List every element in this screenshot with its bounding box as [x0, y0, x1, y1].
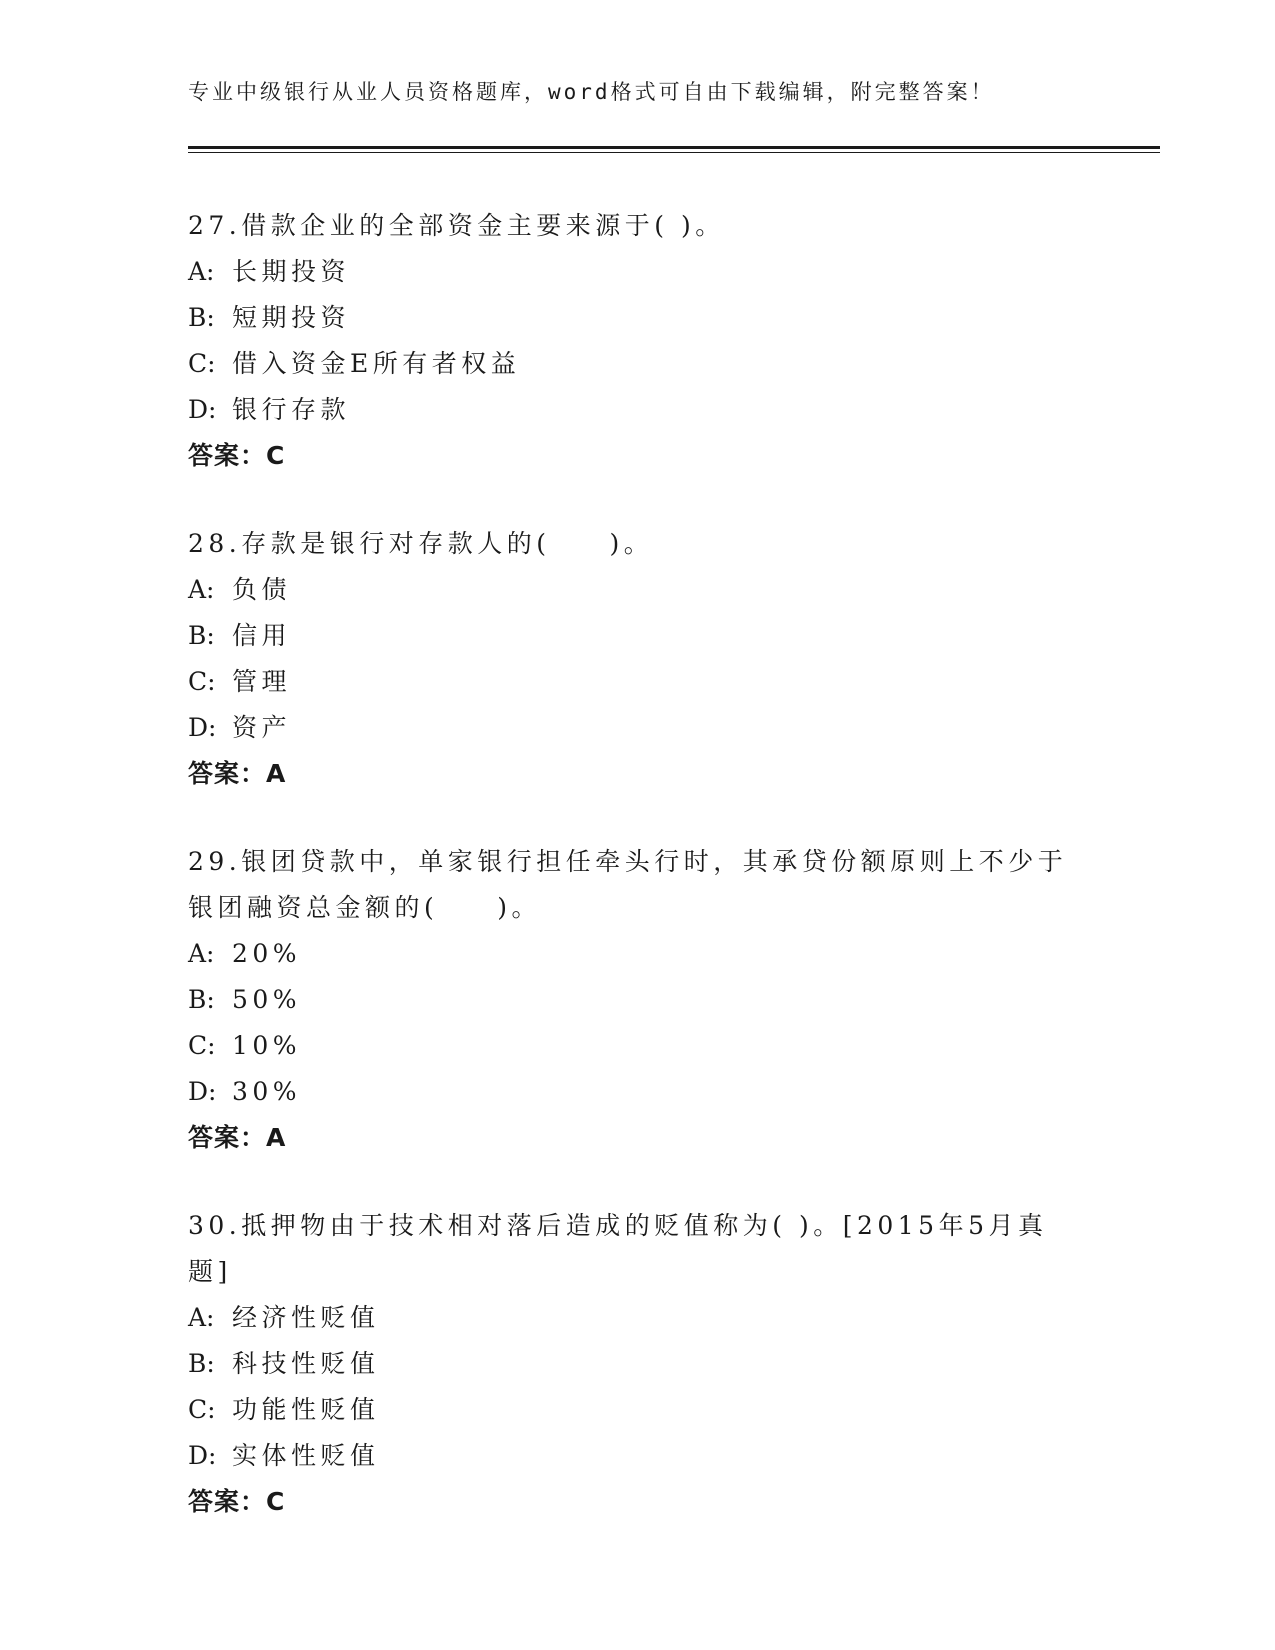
- option-b: [188, 613, 1088, 659]
- option-text: 功能性贬值: [232, 1395, 380, 1424]
- option-c: [188, 659, 1088, 705]
- answer-line: 答案：C: [188, 441, 286, 470]
- option-text: 实体性贬值: [232, 1441, 380, 1470]
- option-letter: A:: [188, 1303, 215, 1332]
- option-b: [188, 1341, 1088, 1387]
- answer-line: 答案：A: [188, 1123, 287, 1152]
- option-letter: D:: [188, 713, 217, 742]
- option-c: [188, 1387, 1088, 1433]
- option-letter: C:: [188, 1395, 216, 1424]
- question-stem: 29.银团贷款中，单家银行担任牵头行时，其承贷份额原则上不少于银团融资总金额的( )。: [188, 847, 1068, 922]
- option-letter: C:: [188, 349, 216, 378]
- option-text: 管理: [232, 667, 292, 696]
- option-text: 50%: [232, 985, 302, 1014]
- option-c: [188, 1023, 1088, 1069]
- option-letter: D:: [188, 1441, 217, 1470]
- option-c: [188, 341, 1088, 387]
- question-27: [188, 203, 1088, 479]
- option-text: 借入资金E所有者权益: [232, 349, 521, 378]
- option-d: [188, 705, 1088, 751]
- option-text: 资产: [232, 713, 292, 742]
- option-text: 30%: [232, 1077, 302, 1106]
- option-letter: D:: [188, 395, 217, 424]
- option-a: [188, 931, 1088, 977]
- question-stem: 28.存款是银行对存款人的( )。: [188, 529, 654, 558]
- option-d: [188, 1069, 1088, 1115]
- option-a: [188, 249, 1088, 295]
- question-stem: 30.抵押物由于技术相对落后造成的贬值称为( )。[2015年5月真题]: [188, 1211, 1048, 1286]
- option-a: [188, 567, 1088, 613]
- option-b: [188, 977, 1088, 1023]
- option-text: 负债: [232, 575, 292, 604]
- option-text: 10%: [232, 1031, 302, 1060]
- option-text: 银行存款: [232, 395, 351, 424]
- answer-line: 答案：A: [188, 759, 287, 788]
- option-letter: B:: [188, 303, 215, 332]
- option-letter: C:: [188, 1031, 216, 1060]
- question-30: [188, 1203, 1088, 1525]
- option-text: 经济性贬值: [232, 1303, 380, 1332]
- header-divider-thin: [188, 152, 1160, 153]
- page-header: 专业中级银行从业人员资格题库，word格式可自由下载编辑，附完整答案！: [188, 80, 995, 104]
- option-letter: B:: [188, 621, 215, 650]
- option-letter: B:: [188, 1349, 215, 1378]
- header-divider-thick: [188, 146, 1160, 149]
- option-text: 短期投资: [232, 303, 351, 332]
- option-text: 20%: [232, 939, 302, 968]
- option-b: [188, 295, 1088, 341]
- option-letter: A:: [188, 575, 215, 604]
- option-text: 信用: [232, 621, 292, 650]
- option-a: [188, 1295, 1088, 1341]
- option-letter: A:: [188, 939, 215, 968]
- option-text: 科技性贬值: [232, 1349, 380, 1378]
- question-list: [188, 203, 1088, 1567]
- option-letter: C:: [188, 667, 216, 696]
- answer-line: 答案：C: [188, 1487, 286, 1516]
- question-29: [188, 839, 1088, 1161]
- question-stem: 27.借款企业的全部资金主要来源于( )。: [188, 211, 725, 240]
- option-letter: A:: [188, 257, 215, 286]
- question-28: [188, 521, 1088, 797]
- option-letter: D:: [188, 1077, 217, 1106]
- option-text: 长期投资: [232, 257, 351, 286]
- option-d: [188, 1433, 1088, 1479]
- option-letter: B:: [188, 985, 215, 1014]
- option-d: [188, 387, 1088, 433]
